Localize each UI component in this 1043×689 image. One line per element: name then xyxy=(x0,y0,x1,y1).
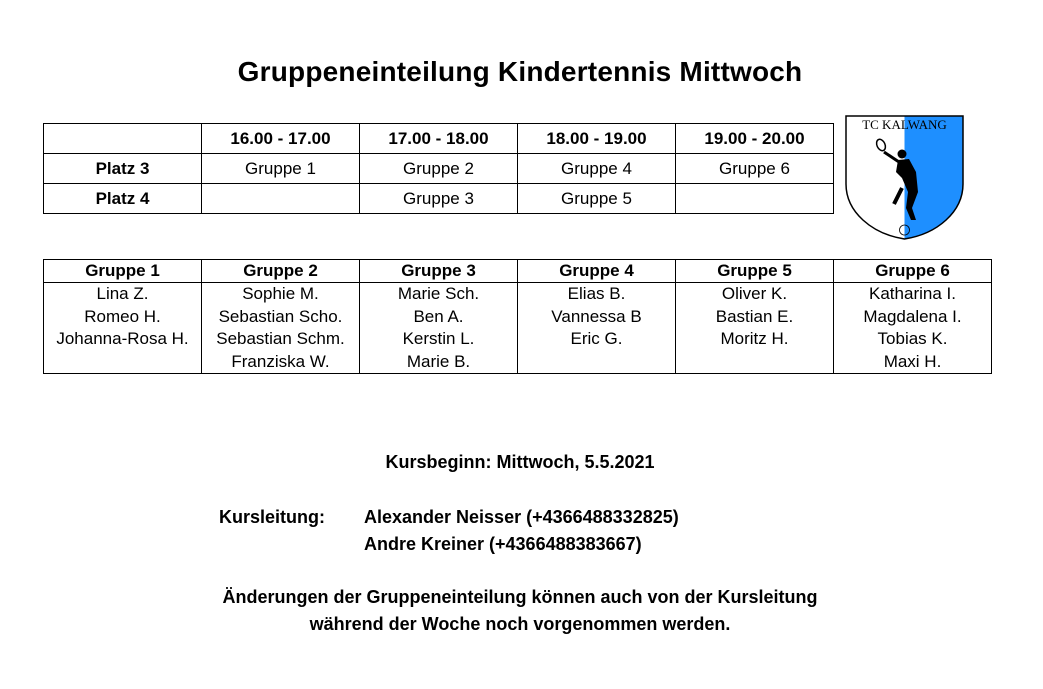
group-member: Sebastian Scho. xyxy=(202,306,360,329)
course-lead-person: Alexander Neisser (+4366488332825) xyxy=(364,507,679,527)
group-member: Sebastian Schm. xyxy=(202,328,360,351)
court-label: Platz 4 xyxy=(44,184,202,214)
groups-header-row xyxy=(44,260,992,283)
group-members-row xyxy=(44,328,992,351)
group-member: Sophie M. xyxy=(202,283,360,306)
schedule-row-platz-3 xyxy=(44,154,834,184)
group-member: Vannessa B xyxy=(518,306,676,329)
group-member: Ben A. xyxy=(360,306,518,329)
group-header: Gruppe 3 xyxy=(360,260,518,283)
group-header: Gruppe 5 xyxy=(676,260,834,283)
club-logo xyxy=(842,112,967,242)
time-slot-header: 16.00 - 17.00 xyxy=(202,124,360,154)
course-start: Kursbeginn: Mittwoch, 5.5.2021 xyxy=(385,452,655,472)
group-member: Oliver K. xyxy=(676,283,834,306)
group-member: Elias B. xyxy=(518,283,676,306)
group-member: Lina Z. xyxy=(44,283,202,306)
groups-table xyxy=(43,259,992,374)
group-member: Kerstin L. xyxy=(360,328,518,351)
court-label: Platz 3 xyxy=(44,154,202,184)
time-slot-header: 18.00 - 19.00 xyxy=(518,124,676,154)
group-member: Franziska W. xyxy=(202,351,360,374)
page-title: Gruppeneinteilung Kindertennis Mittwoch xyxy=(237,56,803,87)
group-members-row xyxy=(44,283,992,306)
course-lead-label: Kursleitung: xyxy=(219,507,325,527)
note-line: Änderungen der Gruppeneinteilung können auch von der Kursleitung xyxy=(222,587,818,607)
group-member xyxy=(518,351,676,374)
group-header: Gruppe 2 xyxy=(202,260,360,283)
schedule-row-platz-4 xyxy=(44,184,834,214)
group-member: Marie B. xyxy=(360,351,518,374)
group-member xyxy=(676,351,834,374)
time-slot-header: 17.00 - 18.00 xyxy=(360,124,518,154)
schedule-cell: Gruppe 1 xyxy=(202,154,360,184)
schedule-cell: Gruppe 5 xyxy=(518,184,676,214)
group-header: Gruppe 1 xyxy=(44,260,202,283)
group-member: Romeo H. xyxy=(44,306,202,329)
group-member: Maxi H. xyxy=(834,351,992,374)
schedule-cell: Gruppe 3 xyxy=(360,184,518,214)
schedule-cell: Gruppe 2 xyxy=(360,154,518,184)
schedule-corner-cell xyxy=(44,124,202,154)
group-member: Moritz H. xyxy=(676,328,834,351)
group-member: Katharina I. xyxy=(834,283,992,306)
course-lead-person: Andre Kreiner (+4366488383667) xyxy=(364,534,642,554)
logo-text: TC KALWANG xyxy=(862,117,947,132)
schedule-cell xyxy=(202,184,360,214)
group-members-row xyxy=(44,306,992,329)
group-header: Gruppe 4 xyxy=(518,260,676,283)
group-member: Johanna-Rosa H. xyxy=(44,328,202,351)
note-line: während der Woche noch vorgenommen werden. xyxy=(309,614,731,634)
time-slot-header: 19.00 - 20.00 xyxy=(676,124,834,154)
group-member: Eric G. xyxy=(518,328,676,351)
schedule-table xyxy=(43,123,834,214)
schedule-cell: Gruppe 4 xyxy=(518,154,676,184)
group-member: Tobias K. xyxy=(834,328,992,351)
schedule-header-row xyxy=(44,124,834,154)
schedule-cell xyxy=(676,184,834,214)
schedule-cell: Gruppe 6 xyxy=(676,154,834,184)
group-members-row xyxy=(44,351,992,374)
group-member xyxy=(44,351,202,374)
group-header: Gruppe 6 xyxy=(834,260,992,283)
group-member: Marie Sch. xyxy=(360,283,518,306)
group-member: Bastian E. xyxy=(676,306,834,329)
group-member: Magdalena I. xyxy=(834,306,992,329)
